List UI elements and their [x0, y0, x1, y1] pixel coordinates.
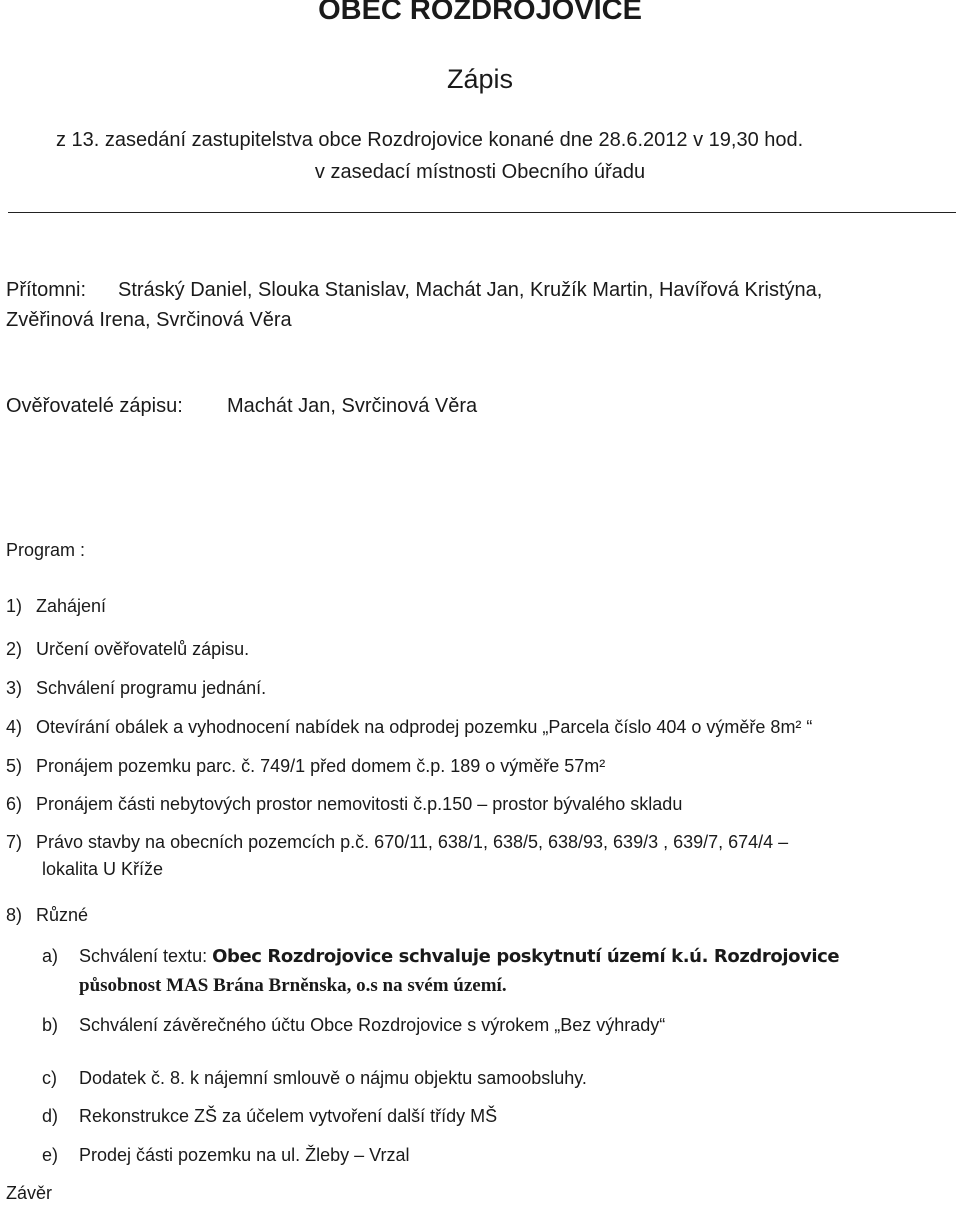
sub-item-letter: e) — [42, 1145, 59, 1165]
sub-item-letter: d) — [42, 1106, 59, 1126]
document-title: OBEC ROZDROJOVICE — [318, 0, 642, 26]
present-label: Přítomni: — [6, 279, 87, 301]
item-text: Právo stavby na obecních pozemcích p.č. 670/11, 638/1, 638/5, 638/93, 639/3 , 639/7, 674/4 – — [36, 832, 789, 852]
item-number: 3) — [6, 678, 23, 698]
program-item-2 — [6, 639, 249, 660]
sub-item-text: Schválení závěrečného účtu Obce Rozdrojovice s výrokem „Bez výhrady“ — [79, 1015, 666, 1035]
item-number: 6) — [6, 794, 23, 814]
item-text: Různé — [36, 905, 89, 925]
item-number: 8) — [6, 905, 23, 925]
item-number: 1) — [6, 596, 23, 616]
item-number: 7) — [6, 832, 23, 852]
item-text: Pronájem části nebytových prostor nemovitosti č.p.150 – prostor bývalého skladu — [36, 794, 683, 814]
sub-item-bold-text: Obec Rozdrojovice schvaluje poskytnutí území k.ú. Rozdrojovice — [212, 946, 840, 967]
header-divider — [8, 212, 956, 213]
item-text: Schválení programu jednání. — [36, 678, 267, 698]
sub-item-a — [42, 946, 839, 967]
sub-item-text: Rekonstrukce ZŠ za účelem vytvoření další třídy MŠ — [79, 1106, 498, 1126]
verifiers-label: Ověřovatelé zápisu: — [6, 395, 183, 417]
sub-item-prefix: Schválení textu: — [79, 946, 213, 966]
sub-item-c — [42, 1068, 587, 1089]
item-text: Zahájení — [36, 596, 107, 616]
program-item-5 — [6, 756, 605, 777]
closing-item: Závěr — [6, 1183, 53, 1203]
item-text: Otevírání obálek a vyhodnocení nabídek na odprodej pozemku „Parcela číslo 404 o výměře 8m² “ — [36, 717, 813, 737]
program-item-1 — [6, 596, 106, 617]
sub-item-letter: b) — [42, 1015, 59, 1035]
program-item-7 — [6, 832, 788, 853]
sub-item-a-continued: působnost MAS Brána Brněnska, o.s na svém území. — [79, 975, 507, 996]
program-item-3 — [6, 678, 266, 699]
sub-item-text: Dodatek č. 8. k nájemní smlouvě o nájmu objektu samoobsluhy. — [79, 1068, 587, 1088]
document-type: Zápis — [446, 64, 514, 94]
program-item-8 — [6, 905, 88, 926]
sub-item-d — [42, 1106, 497, 1127]
sub-item-letter: a) — [42, 946, 59, 966]
program-heading: Program : — [6, 540, 86, 560]
present-names-line2: Zvěřinová Irena, Svrčinová Věra — [6, 309, 292, 331]
item-number: 2) — [6, 639, 23, 659]
program-item-4 — [6, 717, 812, 738]
sub-item-e — [42, 1145, 410, 1166]
verifiers-names: Machát Jan, Svrčinová Věra — [227, 395, 478, 417]
meeting-info-line2: v zasedací místnosti Obecního úřadu — [314, 161, 646, 183]
sub-item-text: Prodej části pozemku na ul. Žleby – Vrzal — [79, 1145, 410, 1165]
item-text: Určení ověřovatelů zápisu. — [36, 639, 250, 659]
program-item-6 — [6, 794, 682, 815]
item-text: Pronájem pozemku parc. č. 749/1 před domem č.p. 189 o výměře 57m² — [36, 756, 606, 776]
item-number: 5) — [6, 756, 23, 776]
sub-item-letter: c) — [42, 1068, 57, 1088]
item-number: 4) — [6, 717, 23, 737]
program-item-7-continued: lokalita U Kříže — [42, 859, 164, 879]
sub-item-b — [42, 1015, 665, 1036]
present-names-line1: Stráský Daniel, Slouka Stanislav, Machát Jan, Kružík Martin, Havířová Kristýna, — [118, 279, 823, 301]
meeting-info-line1: z 13. zasedání zastupitelstva obce Rozdrojovice konané dne 28.6.2012 v 19,30 hod. — [56, 129, 804, 151]
